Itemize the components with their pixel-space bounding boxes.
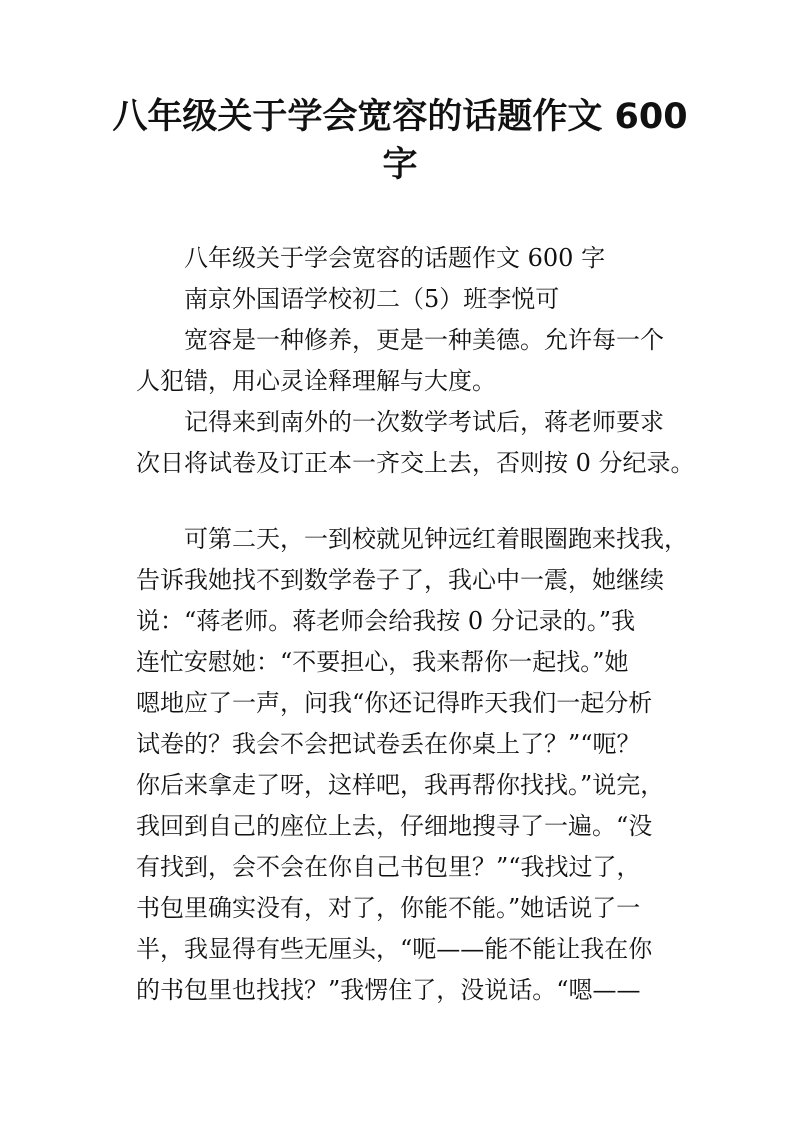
paragraph-line: 的书包里也找找？”我愣住了，没说话。“嗯—— xyxy=(136,976,641,1004)
paragraph-gap xyxy=(136,484,686,519)
paragraph-line: 记得来到南外的一次数学考试后，蒋老师要求 xyxy=(184,408,664,436)
author-line: 南京外国语学校初二（5）班李悦可 xyxy=(184,285,560,313)
document-title xyxy=(110,93,690,189)
paragraph-line: 告诉我她找不到数学卷子了，我心中一震，她继续 xyxy=(136,566,664,594)
paragraph-line: 人犯错，用心灵诠释理解与大度。 xyxy=(136,367,496,395)
paragraph-line: 我回到自己的座位上去，仔细地搜寻了一遍。“没 xyxy=(136,812,653,840)
paragraph-line: 连忙安慰她：“不要担心，我来帮你一起找。”她 xyxy=(136,648,629,676)
title-line-1: 八年级关于学会宽容的话题作文 600 xyxy=(112,97,688,137)
paragraph-line: 说：“蒋老师。蒋老师会给我按 0 分记录的。”我 xyxy=(136,607,636,635)
paragraph-line: 嗯地应了一声，问我“你还记得昨天我们一起分析 xyxy=(136,689,653,717)
title-line-2: 字 xyxy=(382,145,418,185)
paragraph-line: 宽容是一种修养，更是一种美德。允许每一个 xyxy=(184,326,664,354)
subtitle-line: 八年级关于学会宽容的话题作文 600 字 xyxy=(184,244,606,272)
paragraph-line: 半，我显得有些无厘头，“呃——能不能让我在你 xyxy=(136,935,653,963)
document-body xyxy=(136,238,695,1011)
paragraph-line: 可第二天，一到校就见钟远红着眼圈跑来找我， xyxy=(184,525,688,553)
paragraph-line: 你后来拿走了呀，这样吧，我再帮你找找。”说完， xyxy=(136,771,665,799)
paragraph-line: 有找到，会不会在你自己书包里？”“我找过了， xyxy=(136,853,641,881)
paragraph-line: 试卷的？我会不会把试卷丢在你桌上了？”“呃？ xyxy=(136,730,641,758)
paragraph-line: 次日将试卷及订正本一齐交上去，否则按 0 分纪录。 xyxy=(136,449,695,477)
paragraph-line: 书包里确实没有，对了，你能不能。”她话说了一 xyxy=(136,894,641,922)
